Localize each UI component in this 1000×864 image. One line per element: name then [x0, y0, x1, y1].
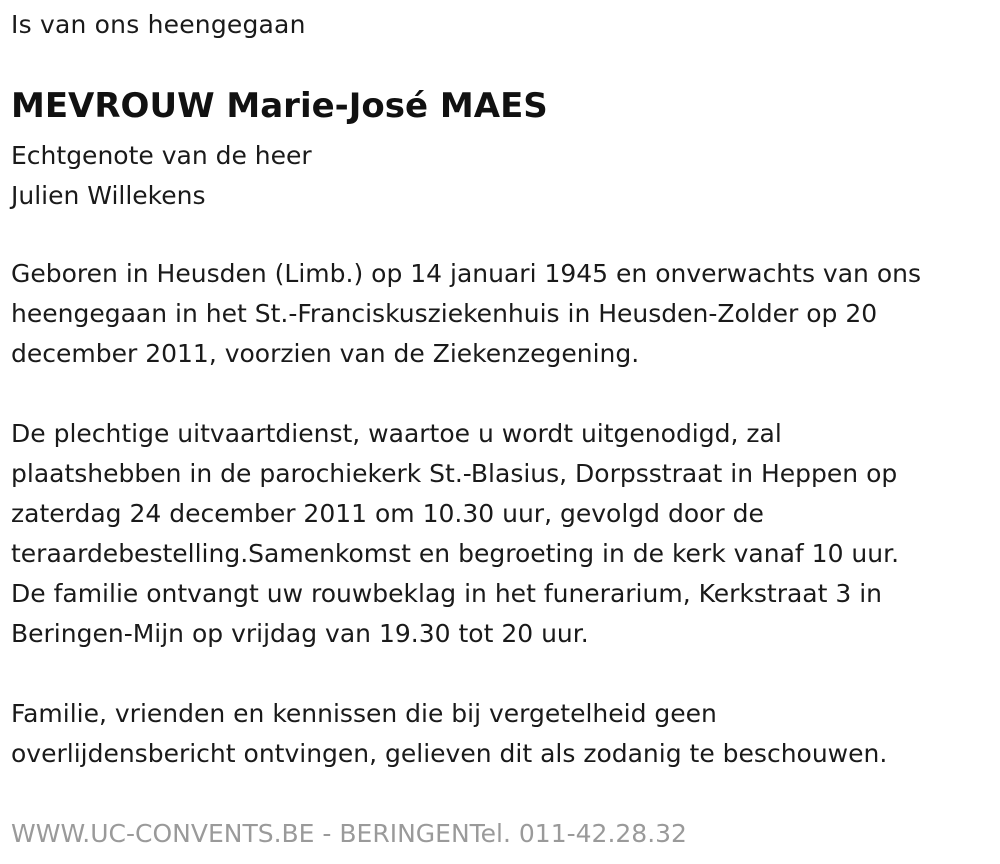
paragraph-line: De familie ontvangt uw rouwbeklag in het funerarium, Kerkstraat 3 in: [11, 579, 883, 608]
spouse-line: Echtgenote van de heer: [11, 141, 312, 170]
paragraph-line: plaatshebben in de parochiekerk St.-Blasius, Dorpsstraat in Heppen op: [11, 459, 898, 488]
footer-contact: WWW.UC-CONVENTS.BE - BERINGENTel. 011-42.28.32: [11, 819, 687, 848]
paragraph-line: heengegaan in het St.-Franciskusziekenhuis in Heusden-Zolder op 20: [11, 299, 878, 328]
paragraph-line: december 2011, voorzien van de Ziekenzegening.: [11, 339, 640, 368]
paragraph-line: zaterdag 24 december 2011 om 10.30 uur, gevolgd door de: [11, 499, 764, 528]
spouse-block: [11, 136, 312, 216]
deceased-name: MEVROUW Marie-José MAES: [11, 86, 548, 126]
paragraph-line: Beringen-Mijn op vrijdag van 19.30 tot 20 uur.: [11, 619, 589, 648]
spouse-line: Julien Willekens: [11, 181, 206, 210]
paragraph-line: Geboren in Heusden (Limb.) op 14 januari 1945 en onverwachts van ons: [11, 259, 921, 288]
family-paragraph: [11, 694, 986, 774]
intro-text: Is van ons heengegaan: [11, 10, 306, 39]
service-paragraph: [11, 414, 986, 654]
birth-paragraph: [11, 254, 986, 374]
paragraph-line: teraardebestelling.Samenkomst en begroeting in de kerk vanaf 10 uur.: [11, 539, 900, 568]
paragraph-line: De plechtige uitvaartdienst, waartoe u wordt uitgenodigd, zal: [11, 419, 782, 448]
paragraph-line: Familie, vrienden en kennissen die bij vergetelheid geen: [11, 699, 717, 728]
paragraph-line: overlijdensbericht ontvingen, gelieven dit als zodanig te beschouwen.: [11, 739, 888, 768]
